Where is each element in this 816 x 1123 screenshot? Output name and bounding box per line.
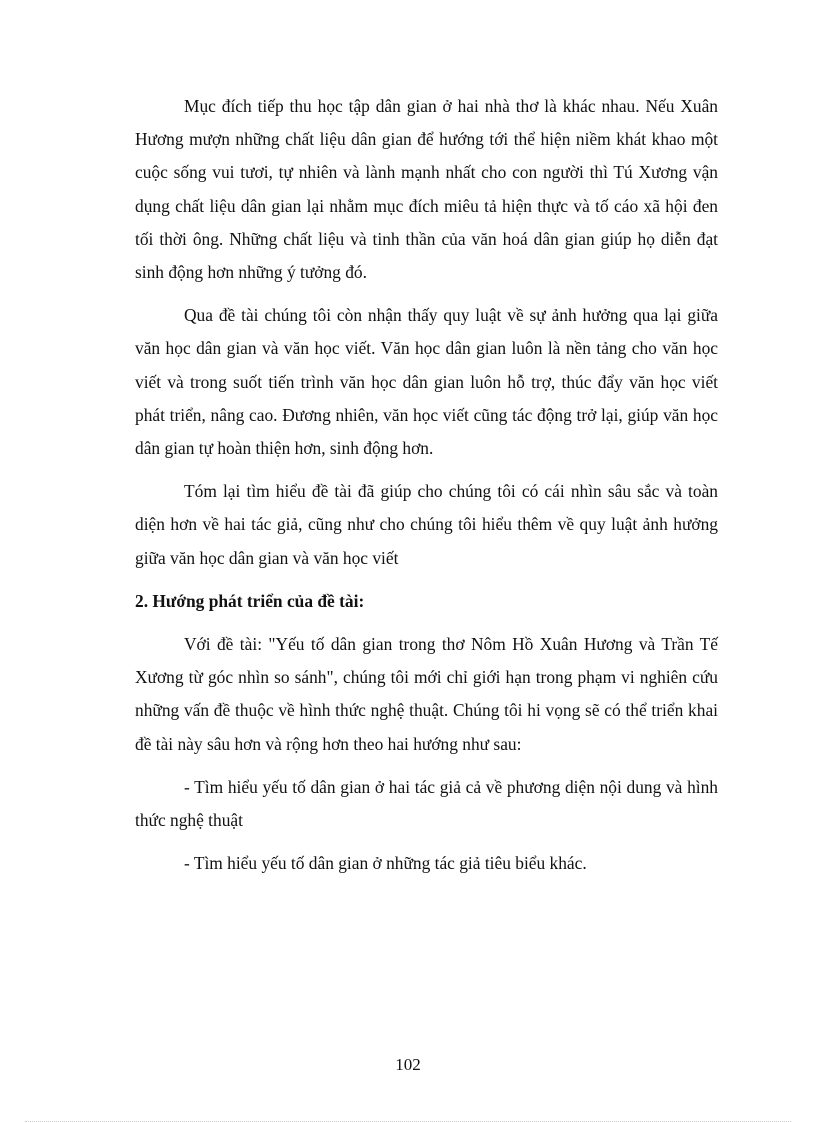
paragraph-influence: Qua đề tài chúng tôi còn nhận thấy quy luật về sự ảnh hưởng qua lại giữa văn học dân gian và văn học viết. Văn học dân gian luôn là nền tảng cho văn học viết và trong suốt tiến trình văn học dân gian luôn hỗ trợ, thúc đẩy văn học viết phát triển, nâng cao. Đương nhiên, văn học viết cũng tác động trở lại, giúp văn học dân gian tự hoàn thiện hơn, sinh động hơn. [135, 305, 718, 459]
paragraph-topic: Với đề tài: "Yếu tố dân gian trong thơ Nôm Hồ Xuân Hương và Trần Tế Xương từ góc nhìn so sánh", chúng tôi mới chỉ giới hạn trong phạm vi nghiên cứu những vấn đề thuộc về hình thức nghệ thuật. Chúng tôi hi vọng sẽ có thể triển khai đề tài này sâu hơn và rộng hơn theo hai hướng như sau: [135, 634, 718, 754]
section-heading: 2. Hướng phát triển của đề tài: [135, 590, 365, 611]
page-bottom-divider [25, 1121, 791, 1122]
list-item-direction-1: - Tìm hiểu yếu tố dân gian ở hai tác giả cả về phương diện nội dung và hình thức nghệ thuật [135, 776, 718, 831]
list-item-direction-2: - Tìm hiểu yếu tố dân gian ở những tác giả tiêu biểu khác. [184, 853, 587, 874]
paragraph-purpose: Mục đích tiếp thu học tập dân gian ở hai nhà thơ là khác nhau. Nếu Xuân Hương mượn những chất liệu dân gian để hướng tới thể hiện niềm khát khao một cuộc sống vui tươi, tự nhiên và lành mạnh nhất cho con người thì Tú Xương vận dụng chất liệu dân gian lại nhằm mục đích miêu tả hiện thực và tố cáo xã hội đen tối thời ông. Những chất liệu và tinh thần của văn hoá dân gian giúp họ diễn đạt sinh động hơn những ý tưởng đó. [135, 96, 718, 283]
page-number: 102 [395, 1055, 421, 1074]
paragraph-summary: Tóm lại tìm hiểu đề tài đã giúp cho chúng tôi có cái nhìn sâu sắc và toàn diện hơn về hai tác giả, cũng như cho chúng tôi hiểu thêm về quy luật ảnh hưởng giữa văn học dân gian và văn học viết [135, 481, 718, 568]
page-body [135, 90, 718, 890]
